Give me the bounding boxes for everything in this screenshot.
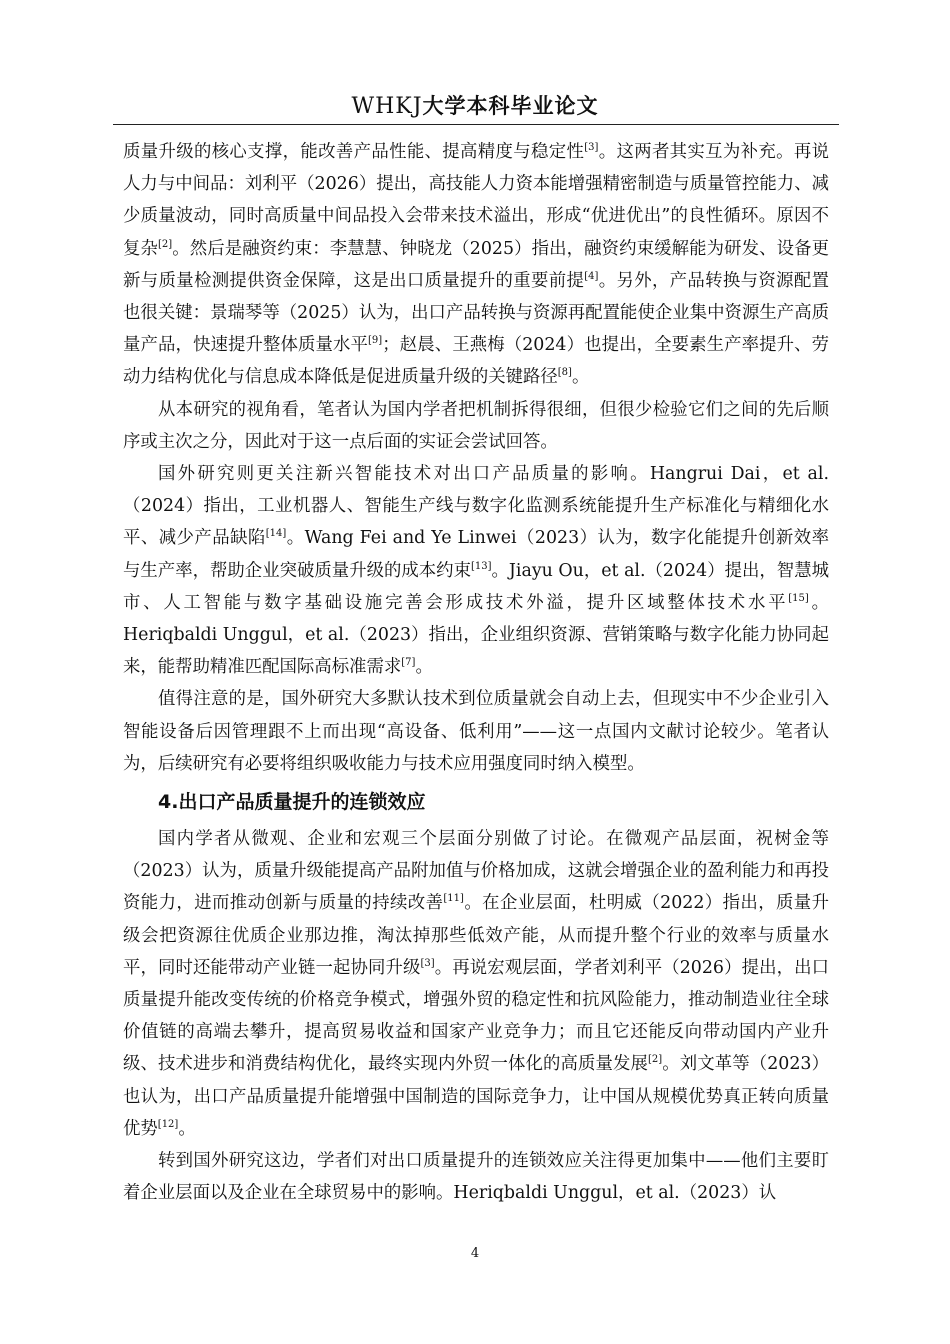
paragraph-p6 xyxy=(123,1145,829,1209)
citation-ref: [7] xyxy=(401,657,416,669)
text-run: 从本研究的视角看，笔者认为国内学者把机制拆得很细，但很少检验它们之间的先后顺序或主次之分，因此对于这一点后面的实证会尝试回答。 xyxy=(123,399,829,452)
text-run: 。在企业层面，杜明威（2022）指出，质量升级会把资源往优质企业那边推，淘汰掉那些低效产能，从而提升整个行业的效率与质量水平，同时还能带动产业链一起协同升级 xyxy=(123,893,829,978)
text-run: 。 xyxy=(415,657,433,678)
text-run: 。 xyxy=(571,367,590,388)
text-run: 转到国外研究这边，学者们对出口质量提升的连锁效应关注得更加集中——他们主要盯着企业层面以及企业在全球贸易中的影响。Heriqbaldi Unggul，et al.（2023）认 xyxy=(123,1151,829,1204)
citation-ref: [2] xyxy=(158,238,173,250)
text-run: 。 xyxy=(178,1118,196,1139)
text-run: 。这两者其实互为补充。再说人力与中间品：刘利平（2026）提出，高技能人力资本能增强精密制造与质量管控能力、减少质量波动，同时高质量中间品投入会带来技术溢出，形成“优进优出”的良性循环。原因不复杂 xyxy=(123,142,829,259)
header-latin: WHKJ xyxy=(351,94,423,119)
citation-ref: [11] xyxy=(443,893,464,905)
page-body xyxy=(123,136,829,1210)
text-run: 国外研究则更关注新兴智能技术对出口产品质量的影响。Hangrui Dai，et al.（2024）指出，工业机器人、智能生产线与数字化监测系统能提升生产标准化与精细化水平、减少产品缺陷 xyxy=(123,464,829,549)
header-title: 大学本科毕业论文 xyxy=(422,94,599,118)
text-run: 。Heriqbaldi Unggul，et al.（2023）指出，企业组织资源、营销策略与数字化能力协同起来，能帮助精准匹配国际高标准需求 xyxy=(123,592,829,678)
citation-ref: [12] xyxy=(157,1119,179,1131)
page-number: 4 xyxy=(470,1246,480,1261)
paragraph-p5 xyxy=(123,823,829,1145)
citation-ref: [13] xyxy=(470,560,492,572)
paragraph-p2 xyxy=(123,394,829,458)
text-run: 质量升级的核心支撑，能改善产品性能、提高精度与稳定性 xyxy=(123,142,585,162)
text-run: 。Jiayu Ou，et al.（2024）提出，智慧城市、人工智能与数字基础设施完善会形成技术外溢，提升区域整体技术水平 xyxy=(123,560,829,613)
paragraph-p4 xyxy=(123,683,829,780)
section-heading xyxy=(123,786,829,818)
text-run: ；赵晨、王燕梅（2024）也提出，全要素生产率提升、劳动力结构优化与信息成本降低是促进质量升级的关键路径 xyxy=(123,335,829,388)
citation-ref: [2] xyxy=(647,1054,663,1066)
citation-ref: [8] xyxy=(557,367,572,379)
page-header xyxy=(0,90,950,120)
header-rule xyxy=(113,124,839,125)
text-run: 。另外，产品转换与资源配置也很关键：景瑞琴等（2025）认为，出口产品转换与资源再配置能使企业集中资源生产高质量产品，快速提升整体质量水平 xyxy=(123,270,829,356)
text-run: 值得注意的是，国外研究大多默认技术到位质量就会自动上去，但现实中不少企业引入智能设备后因管理跟不上而出现“高设备、低利用”——这一点国内文献讨论较少。笔者认为，后续研究有必要将组织吸收能力与技术应用强度同时纳入模型。 xyxy=(123,689,829,774)
citation-ref: [9] xyxy=(368,335,383,347)
text-run: 。然后是融资约束：李慧慧、钟晓龙（2025）指出，融资约束缓解能为研发、设备更新与质量检测提供资金保障，这是出口质量提升的重要前提 xyxy=(123,238,829,291)
text-run: 4.出口产品质量提升的连锁效应 xyxy=(158,791,426,814)
citation-ref: [15] xyxy=(788,593,809,605)
text-run: 。Wang Fei and Ye Linwei（2023）认为，数字化能提升创新效率与生产率，帮助企业突破质量升级的成本约束 xyxy=(123,528,829,581)
text-run: 国内学者从微观、企业和宏观三个层面分别做了讨论。在微观产品层面，祝树金等（2023）认为，质量升级能提高产品附加值与价格加成，这就会增强企业的盈利能力和再投资能力，进而推动创新与质量的持续改善 xyxy=(123,829,829,914)
citation-ref: [14] xyxy=(265,528,287,540)
citation-ref: [3] xyxy=(584,142,599,154)
paragraph-p1 xyxy=(123,136,829,394)
paragraph-p3 xyxy=(123,458,829,683)
citation-ref: [3] xyxy=(420,958,435,970)
text-run: 。刘文革等（2023）也认为，出口产品质量提升能增强中国制造的国际竞争力，让中国从规模优势真正转向质量优势 xyxy=(123,1054,829,1139)
text-run: 。再说宏观层面，学者刘利平（2026）提出，出口质量提升能改变传统的价格竞争模式，增强外贸的稳定性和抗风险能力，推动制造业往全球价值链的高端去攀升，提高贸易收益和国家产业竞争力；而且它还能反向带动国内产业升级、技术进步和消费结构优化，最终实现内外贸一体化的高质量发展 xyxy=(123,957,829,1075)
citation-ref: [4] xyxy=(584,271,599,283)
